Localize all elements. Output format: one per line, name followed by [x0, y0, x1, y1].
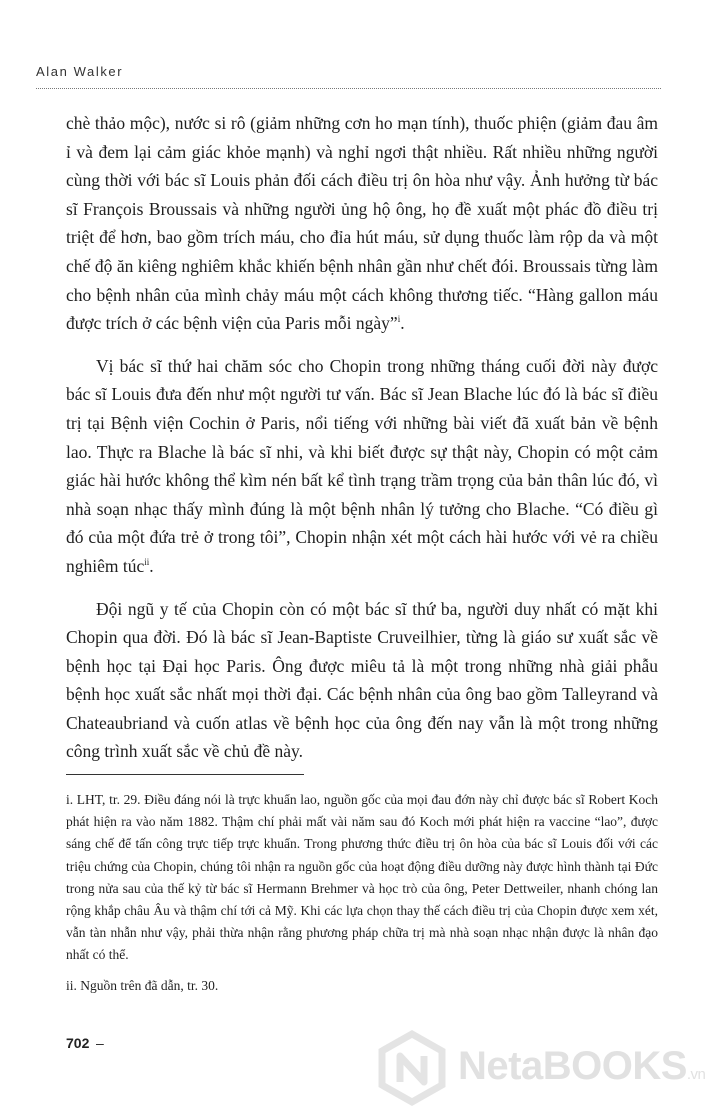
watermark-text: [458, 1044, 705, 1089]
paragraph-2-end: .: [149, 555, 154, 576]
page-number: 702: [66, 1035, 90, 1051]
footnotes: [66, 789, 658, 1005]
page-number-dash: –: [96, 1035, 104, 1051]
paragraph-2-text: Vị bác sĩ thứ hai chăm sóc cho Chopin trong những tháng cuối đời này được bác sĩ Louis đưa đến như một người tư vấn. Bác sĩ Jean Blache lúc đó là bác sĩ điều trị tại Bệnh viện Cochin ở Paris, nổi tiếng với những bài viết đã xuất bản về bệnh lao. Thực ra Blache là bác sĩ nhi, và khi biết được sự thật này, Chopin có một cảm giác hài hước không thể kìm nén bất kể tình trạng trầm trọng của bản thân lúc đó, vì nhà soạn nhạc thấy mình đúng là một bệnh nhân lý tưởng cho Blache. “Có điều gì đó của một đứa trẻ ở trong tôi”, Chopin nhận xét một cách hài hước với vẻ ra chiều nghiêm túc: [66, 355, 658, 576]
paragraph-1-end: .: [400, 313, 405, 334]
running-head: Alan Walker: [36, 64, 124, 79]
footnote-divider: [66, 774, 304, 775]
body-text: [66, 109, 658, 780]
header-divider: [36, 88, 661, 89]
footnote-ref-ii[interactable]: ii: [144, 557, 150, 568]
paragraph-1-text: chè thảo mộc), nước si rô (giảm những cơn ho mạn tính), thuốc phiện (giảm đau âm ỉ và đem lại cảm giác khỏe mạnh) và nghỉ ngơi thật nhiều. Rất nhiều những người cùng thời với bác sĩ Louis phản đối cách điều trị ôn hòa như vậy. Ảnh hưởng từ bác sĩ François Broussais và những người ủng hộ ông, họ đề xuất một phác đồ điều trị triệt để hơn, bao gồm trích máu, cho đỉa hút máu, sử dụng thuốc làm rộp da và một chế độ ăn kiêng nghiêm khắc khiến bệnh nhân gần như chết đói. Broussais từng làm cho bệnh nhân của mình chảy máu một cách không thương tiếc. “Hàng gallon máu được trích ở các bệnh viện của Paris mỗi ngày”: [66, 113, 658, 334]
footnote-ref-i[interactable]: i: [397, 314, 401, 325]
paragraph-1: [66, 109, 658, 338]
paragraph-2: [66, 352, 658, 581]
watermark-suffix: .vn: [686, 1066, 705, 1083]
watermark: [374, 1030, 705, 1106]
netabooks-logo-icon: [374, 1030, 450, 1106]
footnote-ii: ii. Nguồn trên đã dẫn, tr. 30.: [66, 977, 219, 993]
watermark-brand: NetaBOOKS: [458, 1044, 687, 1088]
footnote-i: i. LHT, tr. 29. Điều đáng nói là trực khuẩn lao, nguồn gốc của mọi đau đớn này chỉ được bác sĩ Robert Koch phát hiện ra vào năm 1882. Thậm chí phải mất vài năm sau đó Koch mới phát hiện ra vaccine “lao”, được sáng chế để tấn công trực tiếp trực khuẩn. Trong phương thức điều trị ôn hòa của bác sĩ Louis đối với các triệu chứng của Chopin, chúng tôi nhận ra nguồn gốc của hoạt động điều dưỡng này được hình thành tại Đức trong nửa sau của thế kỷ từ bác sĩ Hermann Brehmer và học trò của ông, Peter Dettweiler, nhanh chóng lan rộng khắp châu Âu và thậm chí tới cả Mỹ. Khi các lựa chọn thay thế cách điều trị của Chopin được xem xét, vẫn tàn nhẫn như vậy, phải thừa nhận rằng phương pháp chữa trị mà nhà soạn nhạc nhận được là nhân đạo nhất có thể.: [66, 792, 658, 963]
paragraph-3: Đội ngũ y tế của Chopin còn có một bác sĩ thứ ba, người duy nhất có mặt khi Chopin qua đời. Đó là bác sĩ Jean-Baptiste Cruveilhier, từng là giáo sư xuất sắc về bệnh học tại Đại học Paris. Ông được miêu tả là một trong những nhà giải phẫu bệnh học xuất sắc nhất mọi thời đại. Các bệnh nhân của ông bao gồm Talleyrand và Chateaubriand và cuốn atlas về bệnh học của ông đến nay vẫn là một trong những công trình xuất sắc về chủ đề này.: [66, 598, 658, 762]
